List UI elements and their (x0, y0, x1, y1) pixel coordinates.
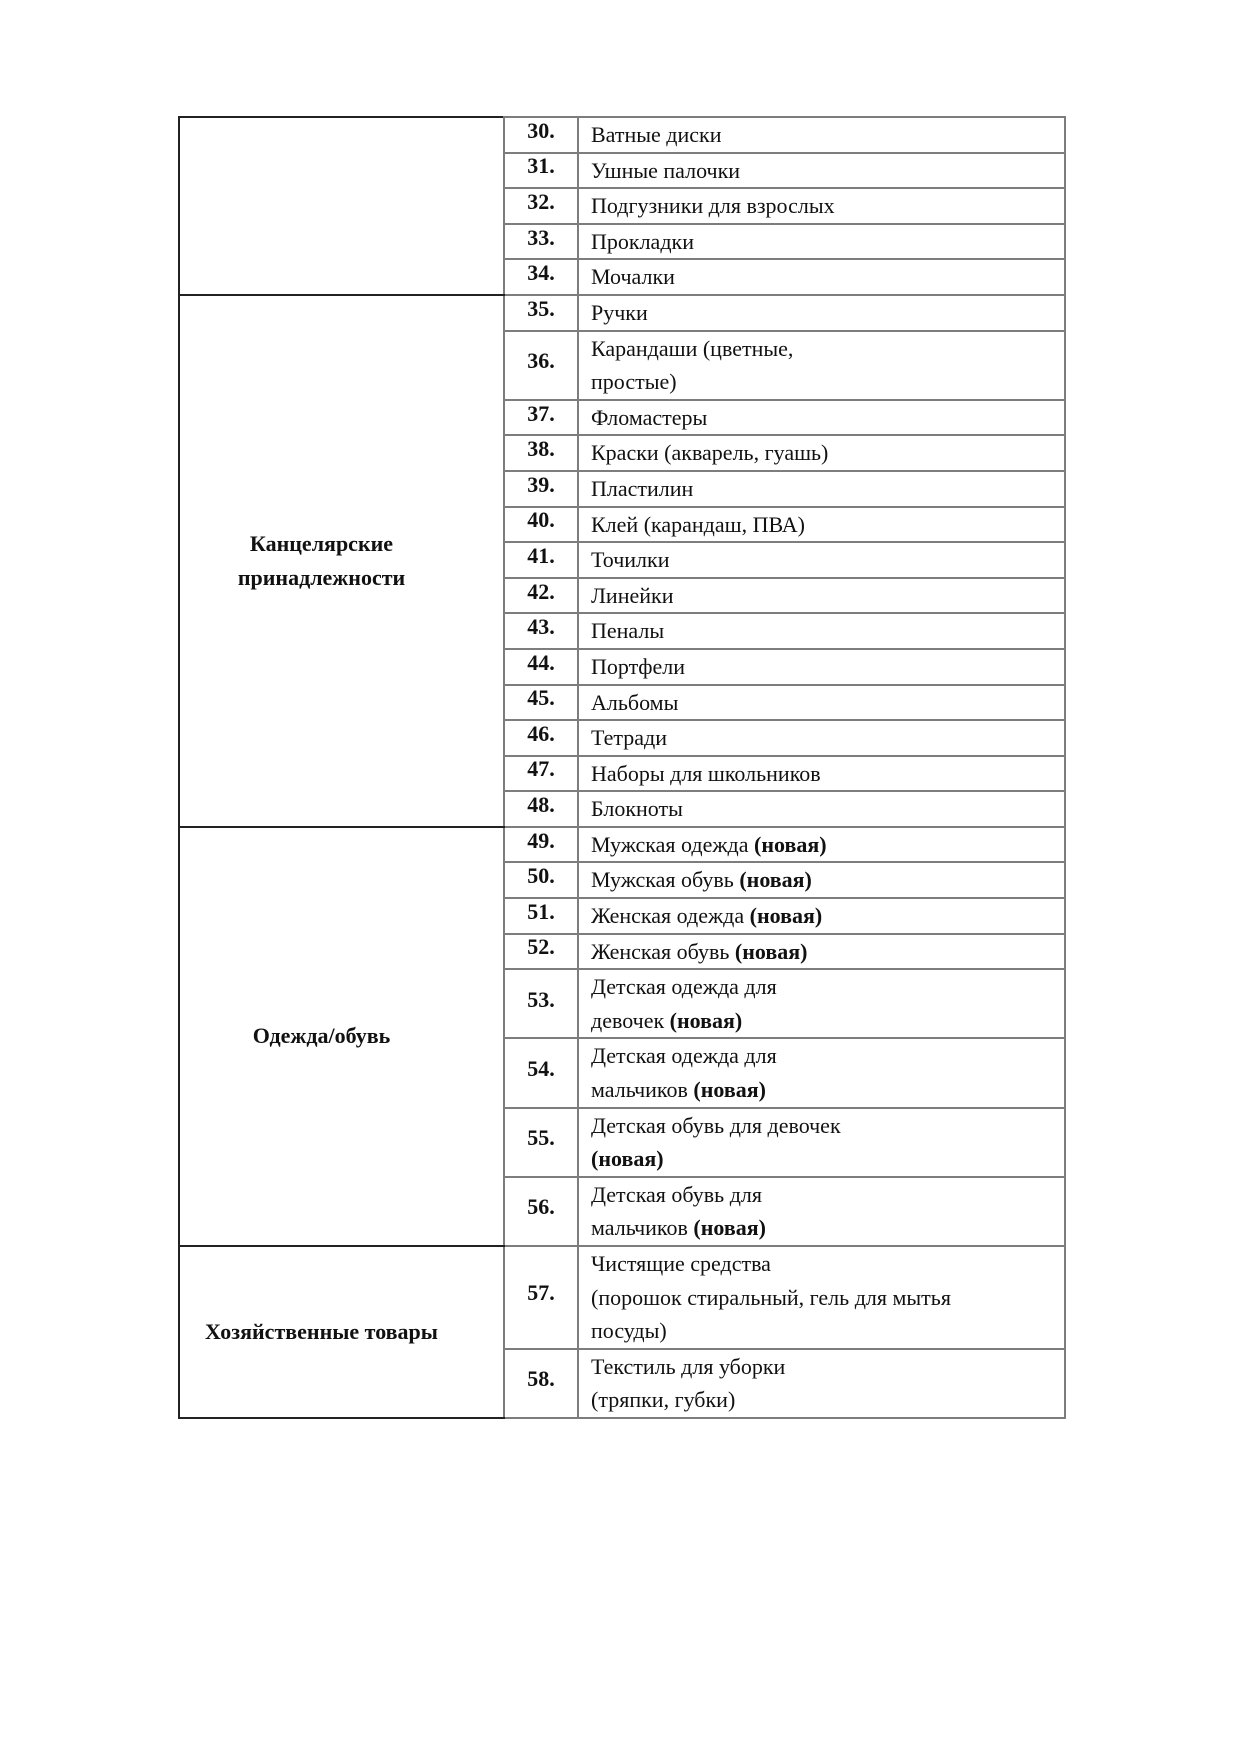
item-name: Ручки (578, 295, 1065, 331)
row-number: 56. (504, 1177, 578, 1246)
row-number: 40. (504, 507, 578, 543)
item-name: Портфели (578, 649, 1065, 685)
goods-table (178, 116, 1066, 1419)
row-number: 45. (504, 685, 578, 721)
item-name: Альбомы (578, 685, 1065, 721)
row-number: 55. (504, 1108, 578, 1177)
item-name: Ушные палочки (578, 153, 1065, 189)
row-number: 43. (504, 613, 578, 649)
item-name: Линейки (578, 578, 1065, 614)
item-name: Фломастеры (578, 400, 1065, 436)
item-name: Текстиль для уборки (тряпки, губки) (578, 1349, 1065, 1418)
row-number: 37. (504, 400, 578, 436)
category-label: Канцелярские принадлежности (237, 530, 406, 590)
item-name: Наборы для школьников (578, 756, 1065, 792)
item-name: Женская обувь (новая) (578, 934, 1065, 970)
item-name: Мужская обувь (новая) (578, 862, 1065, 898)
item-name: Женская одежда (новая) (578, 898, 1065, 934)
row-number: 44. (504, 649, 578, 685)
row-number: 39. (504, 471, 578, 507)
new-tag: (новая) (693, 1215, 766, 1241)
row-number: 36. (504, 331, 578, 400)
row-number: 32. (504, 188, 578, 224)
table-row (179, 295, 1065, 331)
table-row (179, 827, 1065, 863)
item-name: Ватные диски (578, 117, 1065, 153)
category-cell (179, 1246, 504, 1418)
item-name: Детская обувь для мальчиков (новая) (578, 1177, 1065, 1246)
category-cell (179, 117, 504, 295)
item-name: Краски (акварель, гуашь) (578, 435, 1065, 471)
row-number: 34. (504, 259, 578, 295)
new-tag: (новая) (693, 1077, 766, 1103)
row-number: 38. (504, 435, 578, 471)
row-number: 53. (504, 969, 578, 1038)
row-number: 46. (504, 720, 578, 756)
item-name: Подгузники для взрослых (578, 188, 1065, 224)
category-cell (179, 827, 504, 1246)
item-name: Точилки (578, 542, 1065, 578)
item-name: Карандаши (цветные, простые) (578, 331, 1065, 400)
item-name: Мочалки (578, 259, 1065, 295)
category-cell (179, 295, 504, 827)
row-number: 31. (504, 153, 578, 189)
item-name: Прокладки (578, 224, 1065, 260)
category-label: Хозяйственные товары (205, 1318, 438, 1344)
item-name: Тетради (578, 720, 1065, 756)
new-tag: (новая) (754, 831, 827, 857)
row-number: 58. (504, 1349, 578, 1418)
row-number: 57. (504, 1246, 578, 1349)
table-row (179, 117, 1065, 153)
item-name: Блокноты (578, 791, 1065, 827)
item-name: Пеналы (578, 613, 1065, 649)
item-name: Клей (карандаш, ПВА) (578, 507, 1065, 543)
new-tag: (новая) (734, 938, 808, 964)
new-tag: (новая) (669, 1007, 743, 1033)
row-number: 30. (504, 117, 578, 153)
row-number: 51. (504, 898, 578, 934)
row-number: 35. (504, 295, 578, 331)
item-name: Детская обувь для девочек (новая) (578, 1108, 1065, 1177)
row-number: 41. (504, 542, 578, 578)
row-number: 33. (504, 224, 578, 260)
row-number: 49. (504, 827, 578, 863)
new-tag: (новая) (591, 1146, 664, 1172)
item-name: Детская одежда для девочек (новая) (578, 969, 1065, 1038)
new-tag: (новая) (749, 903, 823, 929)
item-name: Чистящие средства (порошок стиральный, гель для мытья посуды) (578, 1246, 1065, 1349)
item-name: Детская одежда для мальчиков (новая) (578, 1038, 1065, 1107)
table-row (179, 1246, 1065, 1349)
row-number: 50. (504, 862, 578, 898)
item-name: Мужская одежда (новая) (578, 827, 1065, 863)
row-number: 52. (504, 934, 578, 970)
item-name: Пластилин (578, 471, 1065, 507)
category-label: Одежда/обувь (252, 1023, 391, 1049)
row-number: 54. (504, 1038, 578, 1107)
new-tag: (новая) (739, 867, 812, 893)
row-number: 47. (504, 756, 578, 792)
row-number: 42. (504, 578, 578, 614)
row-number: 48. (504, 791, 578, 827)
